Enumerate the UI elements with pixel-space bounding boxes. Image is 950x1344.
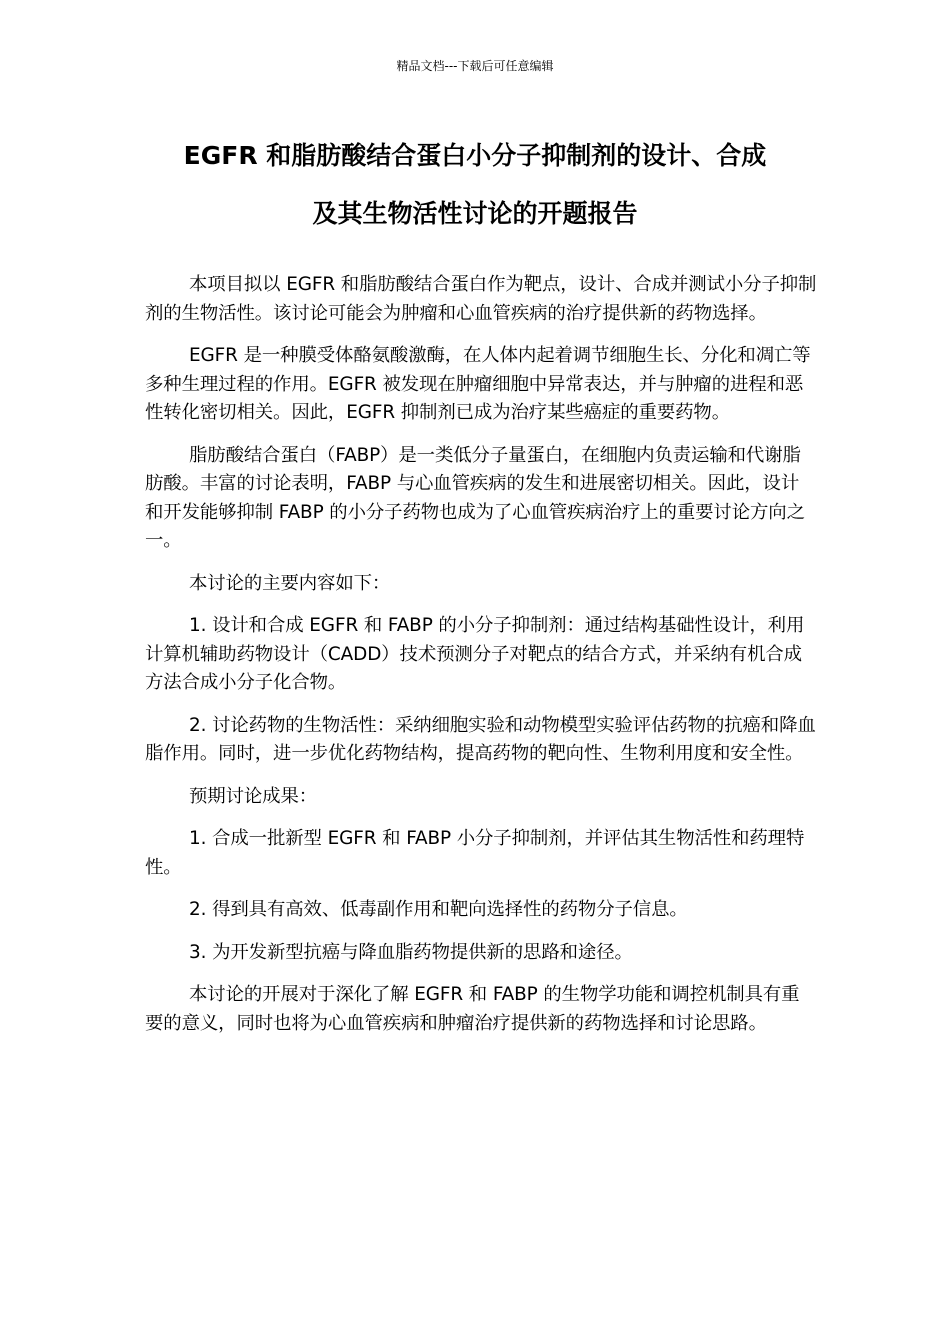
page-header-note: 精品文档---下载后可任意编辑 bbox=[396, 59, 554, 73]
paragraph-result-item-3: 3. 为开发新型抗癌与降血脂药物提供新的思路和途径。 bbox=[189, 941, 633, 963]
paragraph-result-item-2: 2. 得到具有高效、低毒副作用和靶向选择性的药物分子信息。 bbox=[189, 899, 688, 920]
paragraph-main-content-heading: 本讨论的主要内容如下： bbox=[189, 572, 391, 594]
paragraph-intro: 本项目拟以 EGFR 和脂肪酸结合蛋白作为靶点，设计、合成并测试小分子抑制剂的生物活性。该讨论可能会为肿瘤和心血管疾病的治疗提供新的药物选择。 bbox=[145, 274, 817, 324]
paragraph-expected-results-heading: 预期讨论成果： bbox=[189, 785, 318, 807]
paragraph-fabp: 脂肪酸结合蛋白（FABP）是一类低分子量蛋白，在细胞内负责运输和代谢脂肪酸。丰富的讨论表明，FABP 与心血管疾病的发生和进展密切相关。因此，设计和开发能够抑制 FABP 的小分子药物也成为了心血管疾病治疗上的重要讨论方向之一。 bbox=[145, 444, 805, 551]
document-title-line-1: EGFR 和脂肪酸结合蛋白小分子抑制剂的设计、合成 bbox=[183, 141, 767, 170]
paragraph-conclusion: 本讨论的开展对于深化了解 EGFR 和 FABP 的生物学功能和调控机制具有重要的意义，同时也将为心血管疾病和肿瘤治疗提供新的药物选择和讨论思路。 bbox=[145, 984, 800, 1034]
document-title-line-2: 及其生物活性讨论的开题报告 bbox=[312, 199, 638, 228]
paragraph-egfr: EGFR 是一种膜受体酪氨酸激酶，在人体内起着调节细胞生长、分化和凋亡等多种生理过程的作用。EGFR 被发现在肿瘤细胞中异常表达，并与肿瘤的进程和恶性转化密切相关。因此，EGFR 抑制剂已成为治疗某些癌症的重要药物。 bbox=[145, 345, 811, 423]
document-body bbox=[145, 271, 817, 1038]
paragraph-content-item-2: 2. 讨论药物的生物活性：采纳细胞实验和动物模型实验评估药物的抗癌和降血脂作用。同时，进一步优化药物结构，提高药物的靶向性、生物利用度和安全性。 bbox=[145, 714, 816, 764]
paragraph-result-item-1: 1. 合成一批新型 EGFR 和 FABP 小分子抑制剂，并评估其生物活性和药理特性。 bbox=[145, 828, 805, 878]
paragraph-content-item-1: 1. 设计和合成 EGFR 和 FABP 的小分子抑制剂：通过结构基础性设计，利用计算机辅助药物设计（CADD）技术预测分子对靶点的结合方式，并采纳有机合成方法合成小分子化合物。 bbox=[145, 615, 805, 693]
